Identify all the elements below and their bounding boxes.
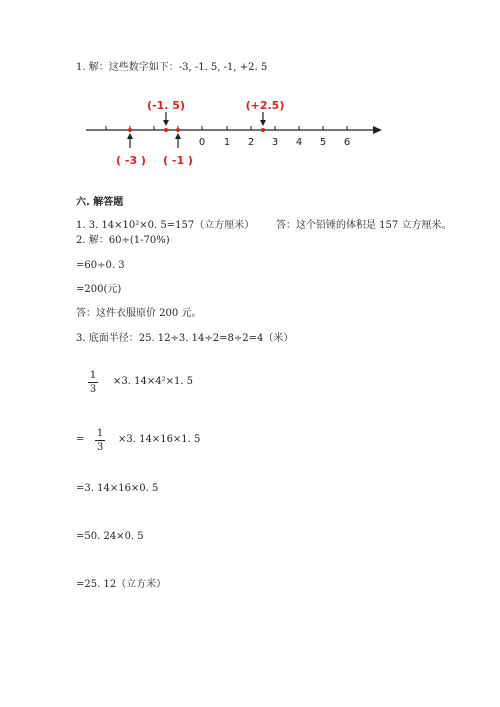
- answer-2-step-2: =200(元): [76, 284, 122, 295]
- label-minus-1-5: (-1. 5): [147, 99, 185, 112]
- tick-label-1: 1: [223, 137, 231, 148]
- fraction-bar: [88, 382, 98, 383]
- answer-2-step-1: =60÷0. 3: [76, 260, 125, 271]
- answer-3-step-3: =50. 24×0. 5: [76, 531, 144, 542]
- answer-3-radius: 3. 底面半径：25. 12÷3. 14÷2=8÷2=4（米）: [76, 333, 294, 344]
- fraction-numerator: 1: [89, 370, 97, 381]
- section-heading: 六. 解答题: [76, 197, 124, 208]
- tick-label-2: 2: [247, 137, 255, 148]
- label-minus-1: ( -1 ): [163, 154, 193, 167]
- fraction-numerator: 1: [96, 428, 104, 439]
- point-minus-3: [128, 128, 132, 132]
- q1-line: 1. 解：这些数字如下：-3, -1. 5, -1, +2. 5: [76, 62, 268, 73]
- label-plus-2-5: (+2.5): [245, 99, 285, 112]
- answer-2-setup: 2. 解：60÷(1-70%): [76, 235, 170, 246]
- answer-3-step-1: ×3. 14×16×1. 5: [118, 434, 201, 445]
- answer-3-formula: ×3. 14×4²×1. 5: [113, 376, 194, 387]
- answer-1-statement: 答：这个铅锤的体积是 157 立方厘米。: [276, 220, 452, 231]
- tick-label-0: 0: [198, 137, 206, 148]
- tick-label-5: 5: [319, 137, 327, 148]
- fraction-denominator: 3: [96, 442, 104, 453]
- tick-label-3: 3: [271, 137, 279, 148]
- label-minus-3: ( -3 ): [116, 154, 146, 167]
- fraction-one-third: [86, 370, 100, 395]
- tick-label-6: 6: [343, 137, 351, 148]
- point-minus-1-5: [164, 128, 168, 132]
- answer-2-statement: 答：这件衣服原价 200 元。: [76, 308, 202, 319]
- fraction-one-third-2: [93, 428, 107, 453]
- tick-label-4: 4: [295, 137, 303, 148]
- number-line-arrow: [373, 126, 382, 134]
- fraction-denominator: 3: [89, 384, 97, 395]
- point-minus-1: [176, 128, 180, 132]
- answer-3-equals: =: [76, 434, 85, 445]
- point-plus-2-5: [261, 128, 265, 132]
- answer-1-calc: 1. 3. 14×10²×0. 5=157（立方厘米）: [76, 220, 255, 231]
- answer-3-step-2: =3. 14×16×0. 5: [76, 483, 159, 494]
- fraction-bar: [95, 440, 105, 441]
- number-line: [0, 95, 500, 175]
- answer-3-result: =25. 12（立方米）: [76, 579, 167, 590]
